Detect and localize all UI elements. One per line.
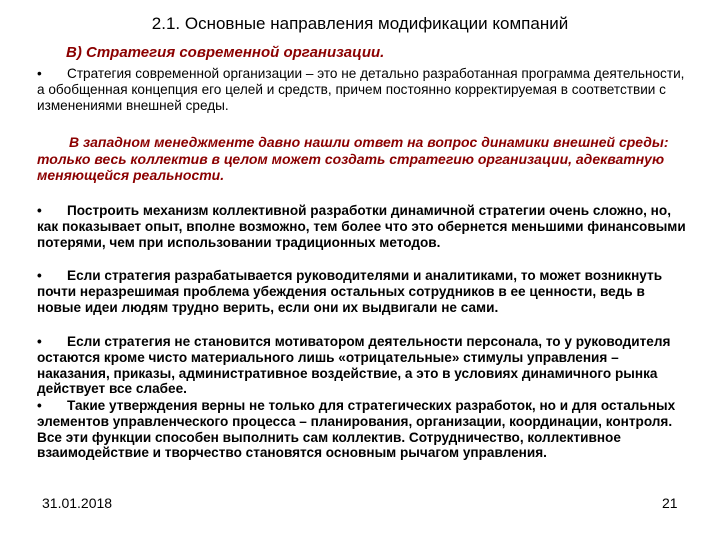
slide-title: 2.1. Основные направления модификации компаний <box>151 14 569 33</box>
list-item-text: Если стратегия разрабатывается руководителями и аналитиками, то может возникнуть почти неразрешимая проблема убеждения остальных сотрудников в ее ценности, ведь в новые идеи людям трудно верить, если они их выдвигали не сами. <box>37 268 663 315</box>
slide-subtitle: B) Стратегия современной организации. <box>66 44 385 61</box>
bullet-marker: • <box>37 66 42 81</box>
bullet-marker: • <box>37 203 42 218</box>
intro-paragraph <box>37 66 692 113</box>
slide-number: 21 <box>662 495 678 511</box>
highlight-block <box>37 134 697 184</box>
list-item <box>37 268 692 315</box>
list-item <box>37 334 692 397</box>
bullet-marker: • <box>37 398 42 413</box>
list-item-text: Такие утверждения верны не только для стратегических разработок, но и для остальных элементов управленческого процесса – планирования, организации, координации, контроля. Все эти функции способен выполнить сам коллектив. Сотрудничество, коллективное взаимодействие и творчество становятся основным рычагом управления. <box>37 398 676 461</box>
slide-date: 31.01.2018 <box>42 495 113 511</box>
list-item <box>37 203 692 250</box>
highlight-text: В западном менеджменте давно нашли ответ на вопрос динамики внешней среды: только весь коллектив в целом может создать стратегию организации, адекватную меняющейся реальности. <box>37 134 669 183</box>
bullet-marker: • <box>37 268 42 283</box>
list-item <box>37 398 692 461</box>
list-item-text: Построить механизм коллективной разработки динамичной стратегии очень сложно, но, как показывает опыт, вполне возможно, тем более что это обернется меньшими финансовыми потерями, чем при использовании традиционных методов. <box>37 203 686 250</box>
intro-text: Стратегия современной организации – это не детально разработанная программа деятельности, а обобщенная концепция его целей и средств, причем постоянно корректируемая в соответствии с изменениями внешней среды. <box>37 66 685 113</box>
bullet-marker: • <box>37 334 42 349</box>
list-item-text: Если стратегия не становится мотиватором деятельности персонала, то у руководителя остаются кроме чисто материального лишь «отрицательные» стимулы управления – наказания, приказы, административное воздействие, а это в условиях динамичного рынка действует все слабее. <box>37 334 671 397</box>
